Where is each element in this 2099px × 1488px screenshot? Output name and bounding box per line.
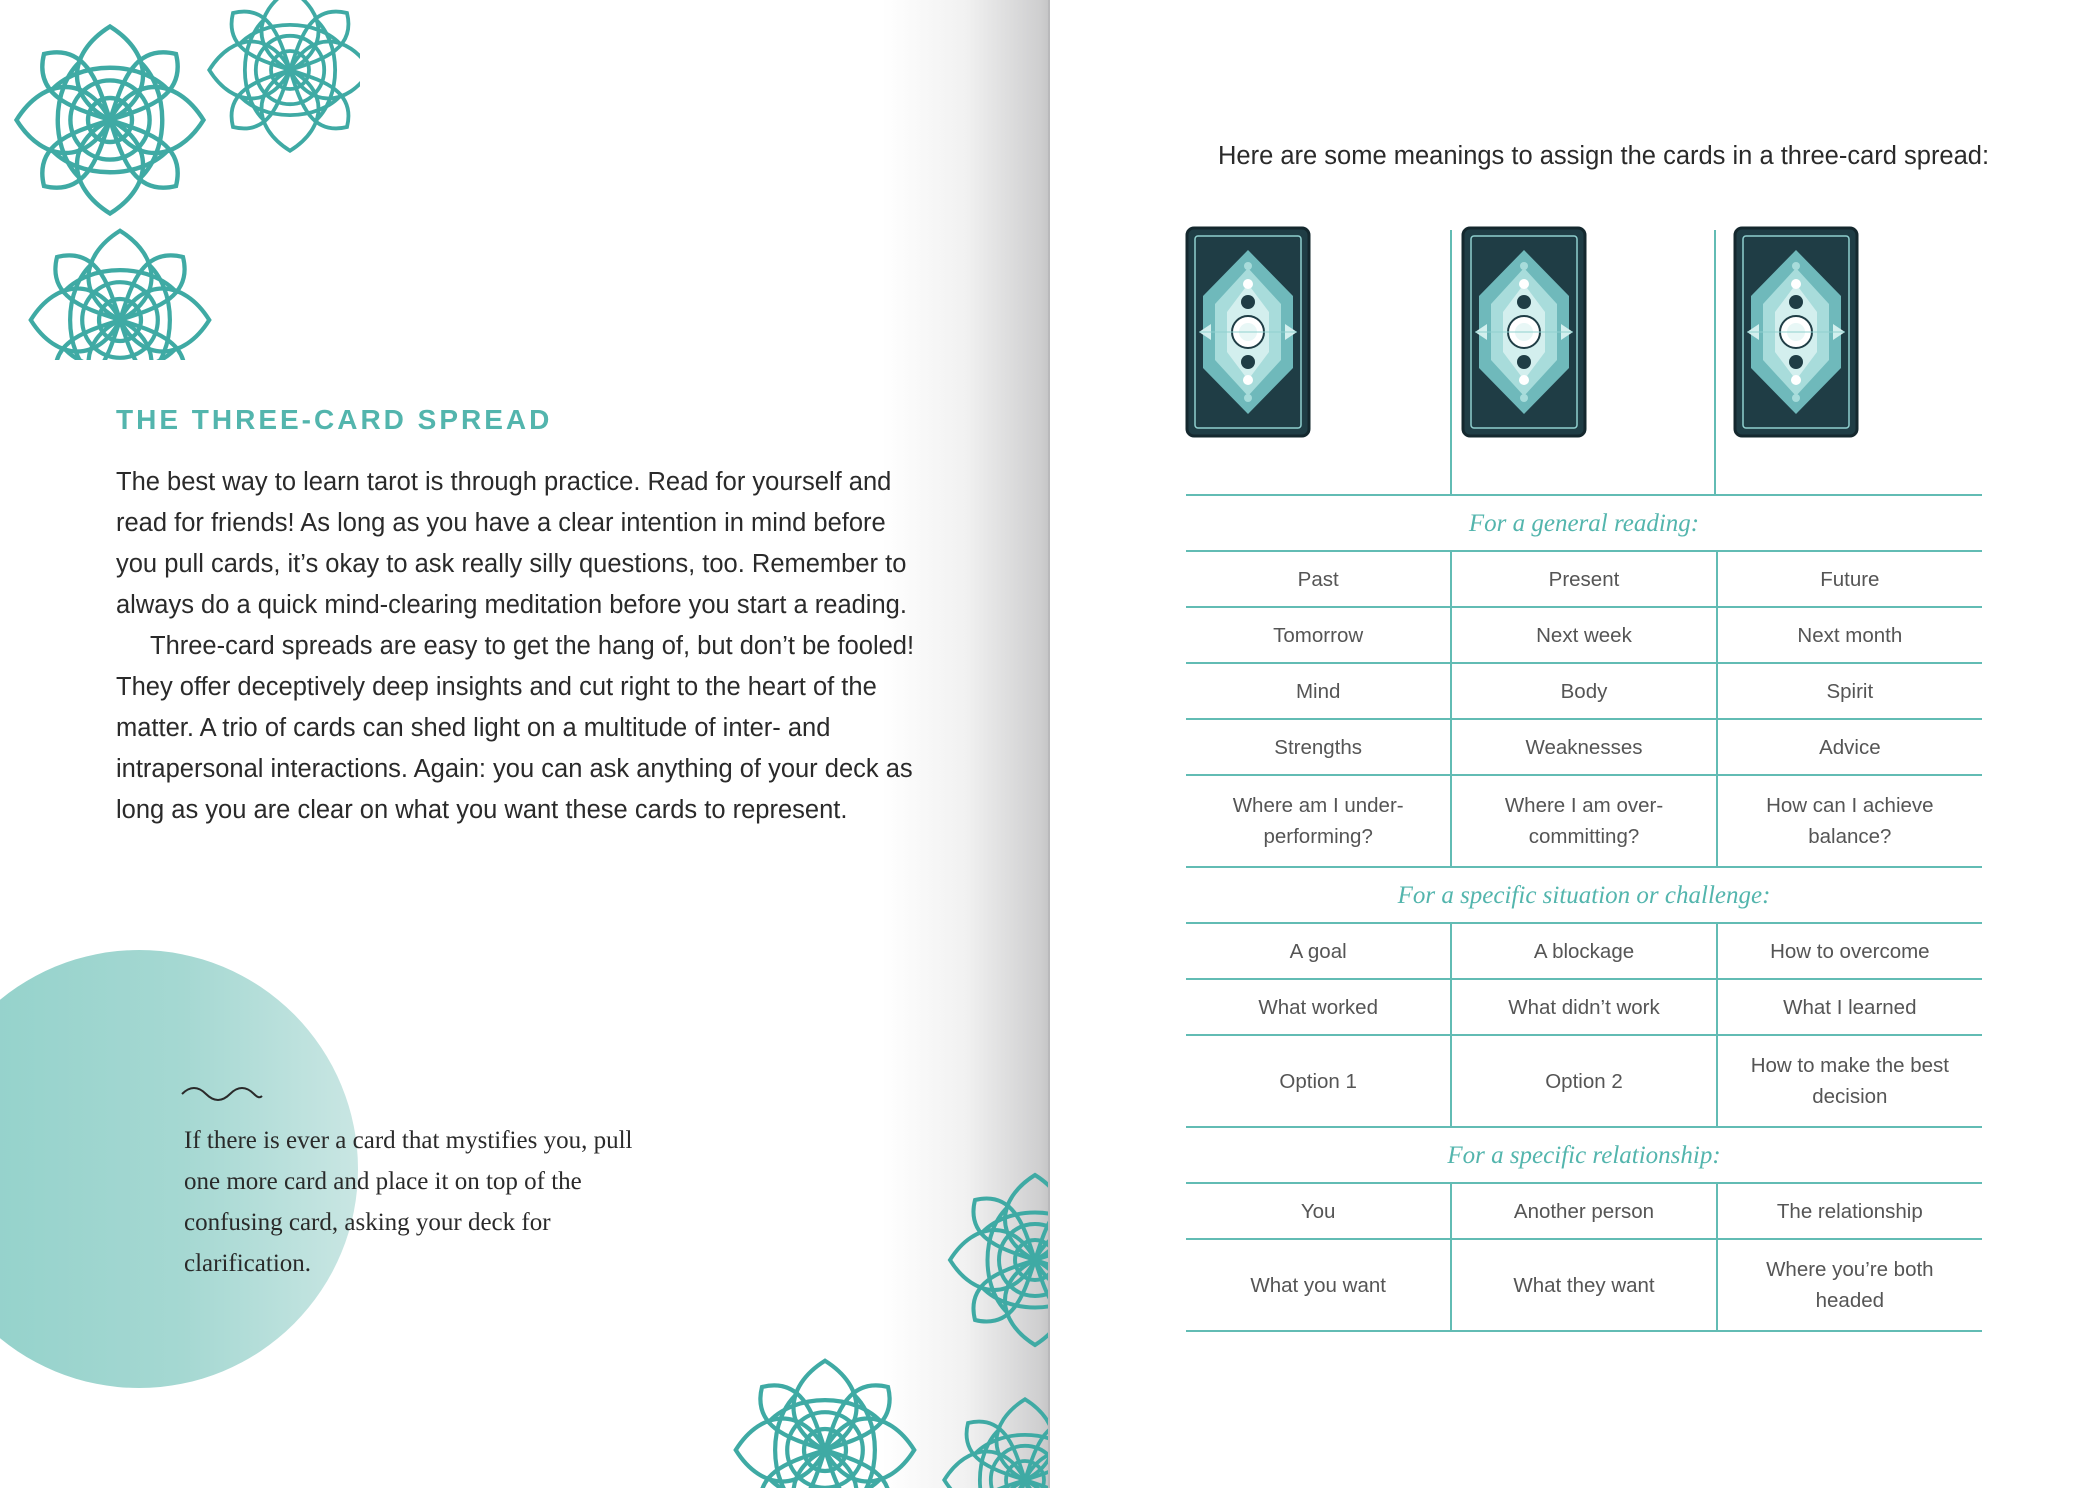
table-cell: A goal: [1186, 923, 1451, 979]
table-row: [1186, 923, 1982, 979]
intro-text: Here are some meanings to assign the cards in a three-card spread:: [1218, 142, 1990, 170]
celtic-knot-ornament-bottom-right: [690, 1130, 1050, 1488]
section-title: For a general reading:: [1186, 495, 1982, 551]
table-cell: Where I am over-committing?: [1451, 775, 1716, 867]
paragraph-2: Three-card spreads are easy to get the hang of, but don’t be fooled! They offer deceptively deep insights and cut right to the heart of the matter. A trio of cards can shed light on a multitude of inter- and intrapersonal interactions. Again: you can ask anything of your deck as long as you are clear on what you want these cards to represent.: [116, 632, 915, 824]
table-cell: Where am I under-performing?: [1186, 775, 1451, 867]
section-title: For a specific situation or challenge:: [1186, 867, 1982, 923]
table-cell: The relationship: [1717, 1183, 1982, 1239]
table-cell: What worked: [1186, 979, 1451, 1035]
table-cell: Tomorrow: [1186, 607, 1451, 663]
meanings-table: [1186, 494, 1982, 1332]
table-row: [1186, 551, 1982, 607]
table-cell: Spirit: [1717, 663, 1982, 719]
paragraph-1: The best way to learn tarot is through practice. Read for yourself and read for friends! As long as you have a clear intention in mind before you pull cards, it’s okay to ask really silly questions, too. Remember to always do a quick mind-clearing meditation before you start a reading.: [116, 468, 907, 619]
column-divider: [1450, 230, 1452, 494]
table-cell: Weaknesses: [1451, 719, 1716, 775]
celtic-knot-ornament-top-left: [0, 0, 360, 360]
tip-text: If there is ever a card that mystifies you, pull one more card and place it on top of the confusing card, asking your deck for clarification.: [184, 1127, 633, 1277]
tilde-divider-icon: [180, 1086, 264, 1102]
body-text: [116, 462, 916, 831]
table-cell: Option 2: [1451, 1035, 1716, 1127]
table-row: [1186, 607, 1982, 663]
section-header-row: [1186, 867, 1982, 923]
tarot-cards: [1185, 226, 1985, 496]
table-row: [1186, 1183, 1982, 1239]
section-header-row: [1186, 1127, 1982, 1183]
table-cell: Mind: [1186, 663, 1451, 719]
table-cell: What didn’t work: [1451, 979, 1716, 1035]
tarot-card-back-icon: [1461, 226, 1587, 438]
table-row: [1186, 1239, 1982, 1331]
table-cell: What they want: [1451, 1239, 1716, 1331]
table-cell: How to overcome: [1717, 923, 1982, 979]
table-cell: Strengths: [1186, 719, 1451, 775]
table-cell: Another person: [1451, 1183, 1716, 1239]
table-cell: Past: [1186, 551, 1451, 607]
table-row: [1186, 663, 1982, 719]
table-cell: You: [1186, 1183, 1451, 1239]
right-page: [1050, 0, 2099, 1488]
table-row: [1186, 775, 1982, 867]
table-cell: Option 1: [1186, 1035, 1451, 1127]
section-heading: THE THREE-CARD SPREAD: [116, 404, 553, 435]
table-row: [1186, 719, 1982, 775]
table-cell: Present: [1451, 551, 1716, 607]
table-cell: Future: [1717, 551, 1982, 607]
section-header-row: [1186, 495, 1982, 551]
table-cell: Where you’re both headed: [1717, 1239, 1982, 1331]
table-row: [1186, 979, 1982, 1035]
tarot-card-back-icon: [1185, 226, 1311, 438]
section-title: For a specific relationship:: [1186, 1127, 1982, 1183]
table-cell: Advice: [1717, 719, 1982, 775]
tarot-card-back-icon: [1733, 226, 1859, 438]
table-cell: How can I achieve balance?: [1717, 775, 1982, 867]
table-row: [1186, 1035, 1982, 1127]
table-cell: Next month: [1717, 607, 1982, 663]
table-cell: What you want: [1186, 1239, 1451, 1331]
table-cell: Next week: [1451, 607, 1716, 663]
column-divider: [1714, 230, 1716, 494]
table-cell: Body: [1451, 663, 1716, 719]
table-cell: How to make the best decision: [1717, 1035, 1982, 1127]
table-cell: A blockage: [1451, 923, 1716, 979]
table-cell: What I learned: [1717, 979, 1982, 1035]
